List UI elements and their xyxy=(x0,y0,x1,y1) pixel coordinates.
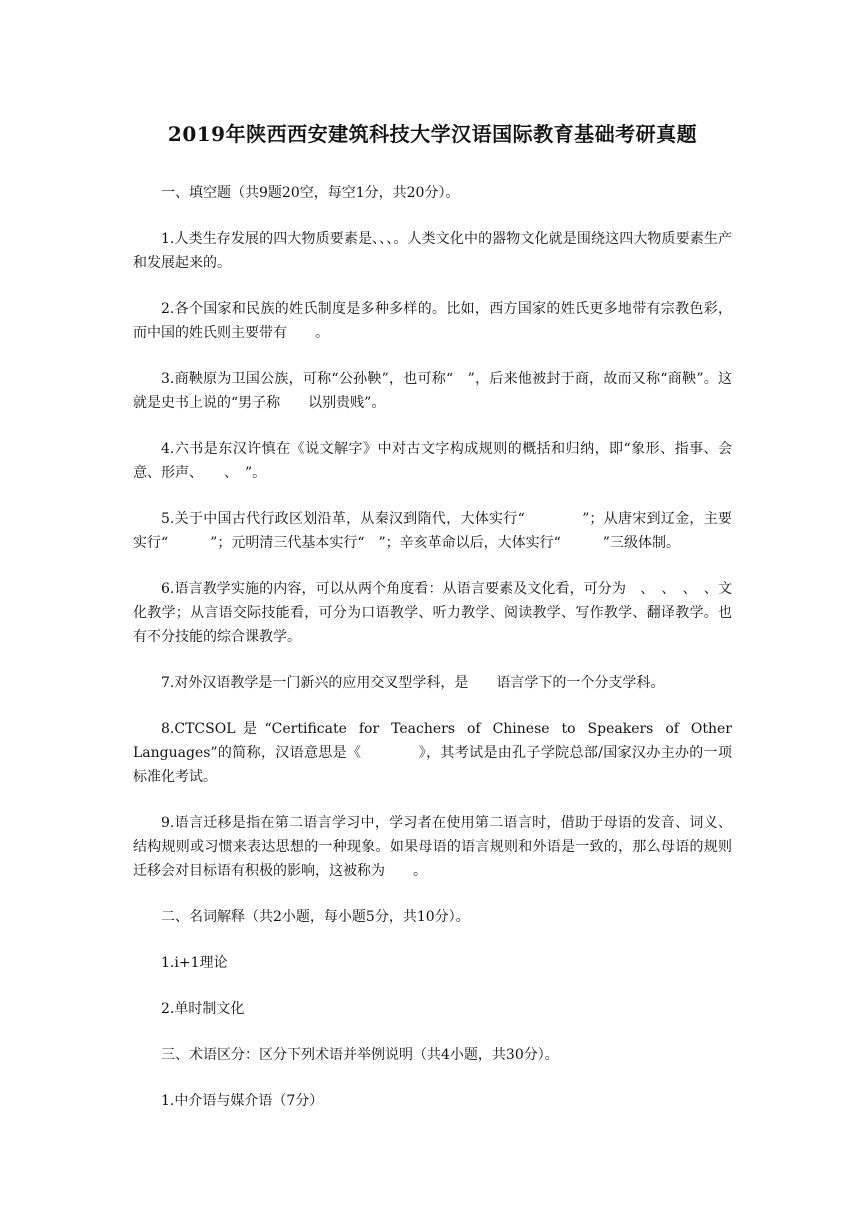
question-1-8: 8.CTCSOL是“Certificate for Teachers of Chinese to Speakers of Other Languages”的简称，汉语意思是《 》，其考试是由孔子学院总部/国家汉办主办的一项标准化考试。 xyxy=(133,721,732,785)
document-title: 2019年陕西西安建筑科技大学汉语国际教育基础考研真题 xyxy=(167,122,698,146)
question-1-3: 3.商鞅原为卫国公族，可称“公孙鞅”，也可称“ ”，后来他被封于商，故而又称“商鞅”。这就是史书上说的“男子称 以别贵贱”。 xyxy=(133,371,732,411)
question-2-2: 2.单时制文化 xyxy=(161,1001,245,1017)
question-1-2: 2.各个国家和民族的姓氏制度是多种多样的。比如，西方国家的姓氏更多地带有宗教色彩，而中国的姓氏则主要带有 。 xyxy=(133,301,732,341)
question-1-4: 4.六书是东汉许慎在《说文解字》中对古文字构成规则的概括和归纳，即“象形、指事、会意、形声、 、 ”。 xyxy=(133,441,732,481)
question-1-1: 1.人类生存发展的四大物质要素是、、、。人类文化中的器物文化就是围绕这四大物质要素生产和发展起来的。 xyxy=(133,231,732,271)
question-1-5: 5.关于中国古代行政区划沿革，从秦汉到隋代，大体实行“ ”；从唐宋到辽金，主要实行“ ”；元明清三代基本实行“ ”；辛亥革命以后，大体实行“ ”三级体制。 xyxy=(133,511,732,551)
section-2-heading: 二、名词解释（共2小题，每小题5分，共10分）。 xyxy=(161,909,470,925)
question-1-9: 9.语言迁移是指在第二语言学习中，学习者在使用第二语言时，借助于母语的发音、词义、结构规则或习惯来表达思想的一种现象。如果母语的语言规则和外语是一致的，那么母语的规则迁移会对目标语有积极的影响，这被称为 。 xyxy=(133,815,732,879)
section-3-heading: 三、术语区分：区分下列术语并举例说明（共4小题，共30分）。 xyxy=(161,1047,559,1063)
section-1-heading: 一、填空题（共9题20空，每空1分，共20分）。 xyxy=(161,185,460,201)
question-2-1: 1.i+1理论 xyxy=(161,955,228,971)
question-3-1: 1.中介语与媒介语（7分） xyxy=(161,1093,324,1109)
question-1-7: 7.对外汉语教学是一门新兴的应用交叉型学科，是 语言学下的一个分支学科。 xyxy=(161,675,665,691)
question-1-6: 6.语言教学实施的内容，可以从两个角度看：从语言要素及文化看，可分为 、 、 、 、文化教学；从言语交际技能看，可分为口语教学、听力教学、阅读教学、写作教学、翻译教学。也有不分技能的综合课教学。 xyxy=(133,581,732,645)
